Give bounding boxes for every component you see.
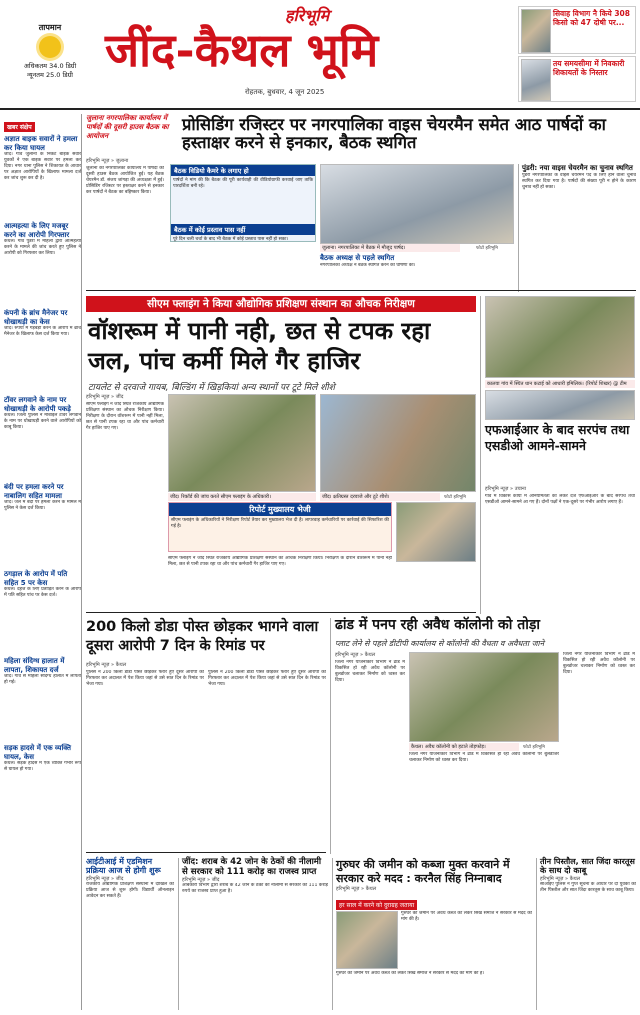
- pistol-story: [536, 858, 636, 1010]
- gurudwara-story: [332, 858, 532, 1010]
- teaser-1: [518, 6, 636, 54]
- iti-headline: आईटीआई में एडमिशन प्रक्रिया आज से होगी शुरू: [86, 857, 161, 875]
- top-photo-caption: जुलाना। नगरपालिका में बैठक में मौजूद पार्षद।: [320, 244, 460, 252]
- liquor-story: [178, 858, 328, 1010]
- main-body-cont: सीएम फ्लाइंग ने जींद स्थित राजकीय औद्योगिक प्रशिक्षण संस्थान का औचक निरीक्षण किया। निरीक्षण के दौरान वॉशरूम में पानी नहीं मिला, छत से पानी टपक रहा था और पांच कर्मचारी गैर हाजिर पाए गए।: [168, 556, 392, 567]
- gurudwara-photo: [336, 911, 398, 969]
- top-box2-title: बैठक में कोई प्रस्ताव पास नहीं: [171, 224, 315, 235]
- dhand-body-3: जिला नगर योजनाकार विभाग ने ढांड में विकसित हो रही अवैध कॉलोनी पर बुलडोजर चलाकर निर्माण को ध्वस्त कर दिया।: [563, 652, 635, 675]
- side-story: [518, 164, 636, 292]
- liquor-body: आबकारी विभाग द्वारा शराब के 42 जोन के ठेकों की नीलामी से सरकार को 111 करोड़ रुपये का राजस्व प्राप्त हुआ है।: [182, 883, 328, 895]
- main-story: [86, 296, 476, 614]
- top-sub-body: नगरपालिका अध्यक्ष ने बैठक स्थगित करने की घोषणा की।: [320, 263, 416, 268]
- doda-body-2: पुलिस ने 200 किलो डोडा पोस्त छोड़कर फरार हुए दूसरे आरोपी को गिरफ्तार कर अदालत में पेश किया जहां से उसे सात दिन के रिमांड पर भेजा गया।: [208, 670, 326, 687]
- sidebar-item-title: महिला संदिग्ध हालात में लापता, शिकायत दर्ज: [4, 657, 65, 674]
- top-box-body: पार्षदों ने मांग की कि बैठक की पूरी कार्यवाही की वीडियोग्राफी करवाई जाए ताकि पारदर्शिता बनी रहे।: [173, 178, 313, 189]
- sidebar-item: [4, 657, 81, 740]
- top-substory: [320, 254, 514, 290]
- liquor-byline: हरिभूमि न्यूज़ » जींद: [182, 877, 220, 884]
- iti-body: राजकीय औद्योगिक प्रशिक्षण संस्थानों में दाखिले की प्रक्रिया आज से शुरू होगी। विद्यार्थी ऑनलाइन आवेदन कर सकते हैं।: [86, 881, 174, 899]
- teaser-2-text: तय समयसीमा में निवकारी शिकायतों के निस्तार: [553, 59, 625, 77]
- top-rule: [86, 290, 636, 291]
- sun-icon: [39, 36, 61, 58]
- main-headline: वॉशरूम में पानी नही, छत से टपक रहा जल, पांच कर्मी मिले गैर हाजिर: [88, 317, 431, 375]
- sidebar-item: [4, 396, 81, 479]
- doda-byline: हरिभूमि न्यूज़ » कैथल: [86, 662, 127, 668]
- right-photo-caption: कालवा गांव में स्थित धान कटाई को आधारी इमिलिक। (रिपोर्ट शिखर) @ टीम: [485, 380, 635, 388]
- top-byline: हरिभूमि न्यूज़ » जुलाना: [86, 158, 129, 164]
- sidebar-item: [4, 309, 81, 392]
- main-photo-2-caption: जींद। क्षतिग्रस्त दरवाजे और टूटे शीशे।: [320, 493, 440, 501]
- sidebar-item-title: कंपनी के ब्रांच मैनेजर पर धोखाधड़ी का केस: [4, 309, 68, 326]
- weather-box: [6, 22, 94, 92]
- gurudwara-headline: गुरुघर की जमीन को कब्जा मुक्त करवाने में सरकार करे मदद : करनैल सिंह निम्नाबाद: [336, 858, 510, 885]
- gurudwara-body-2: गुरुघर की जमीन पर अवैध कब्जे को लेकर सिख समाज ने सरकार से मदद की मांग की है।: [336, 971, 485, 976]
- doda-body: पुलिस ने 200 किलो डोडा पोस्त छोड़कर फरार हुए दूसरे आरोपी को गिरफ्तार कर अदालत में पेश किया जहां से उसे सात दिन के रिमांड पर भेजा गया।: [86, 670, 204, 687]
- dateline: रोहतक, बुधवार, 4 जून 2025: [245, 88, 325, 96]
- sidebar-item: [4, 744, 81, 827]
- sidebar-item-body: कैथल। गांव पुंडरी में महिला द्वारा आत्महत्या करने के मामले की जांच करते हुए पुलिस ने आरोपी को गिरफ्तार कर लिया।: [4, 239, 81, 256]
- main-photo-3: [396, 502, 476, 562]
- fir-byline: हरिभूमि न्यूज़ » उचाना: [485, 486, 526, 492]
- main-body: सीएम फ्लाइंग ने जींद स्थित राजकीय औद्योगिक प्रशिक्षण संस्थान का औचक निरीक्षण किया। निरीक्षण के दौरान वॉशरूम में पानी नहीं मिला, छत से पानी टपक रहा था और पांच कर्मचारी गैर हाजिर पाए गए।: [86, 402, 164, 431]
- brand-name: हरिभूमि: [285, 6, 330, 25]
- report-box-body: सीएम फ्लाइंग के अधिकारियों ने निरीक्षण रिपोर्ट तैयार कर मुख्यालय भेज दी है। लापरवाह कर्मचारियों पर कार्रवाई की सिफारिश की गई है।: [171, 518, 389, 529]
- report-box: [168, 502, 392, 552]
- top-kicker: जुलाना नगरपालिका कार्यालय में पार्षदों की दूसरी हाउस बैठक का आयोजन: [86, 114, 169, 140]
- temp-max: अधिकतम 34.0 डिग्री: [23, 62, 77, 70]
- sidebar-item-body: कैथल। सड़क हादसे में एक व्यक्ति गंभीर रूप से घायल हो गया।: [4, 761, 81, 772]
- doda-rule: [86, 852, 326, 853]
- top-sub-head: बैठक अध्यक्ष से पहले स्थगित: [320, 254, 395, 262]
- sidebar-item: [4, 135, 81, 218]
- sidebar-item: [4, 570, 81, 653]
- pistol-body: सीआईए पुलिस ने गुप्त सूचना के आधार पर दो युवकों को तीन पिस्तौल और सात जिंदा कारतूस के साथ काबू किया।: [540, 881, 636, 893]
- sidebar-item-body: कैथल। दहेज के लिए प्रताड़ित करने के आरोप में पति सहित पांच पर केस दर्ज।: [4, 587, 81, 598]
- dhand-body-2: जिला नगर योजनाकार विभाग ने ढांड में विकसित हो रही अवैध कॉलोनी पर बुलडोजर चलाकर निर्माण को ध्वस्त कर दिया।: [409, 752, 559, 763]
- fir-body: गांव में विकास कार्यों में अनियमितता को लेकर दर्ज एफआईआर के बाद सरपंच तथा एसडीओ आमने-सामने आ गए हैं। दोनों पक्षों ने एक-दूसरे पर गंभीर आरोप लगाए हैं।: [485, 494, 635, 505]
- side-story-headline: पुंडरी: नया वाइस चेयरमैन का चुनाव स्थगित: [522, 164, 633, 172]
- top-headline: प्रोसिडिंग रजिस्टर पर नगरपालिका वाइस चेयरमैन समेत आठ पार्षदों का हस्ताक्षर करने से इनकार, बैठक स्थगित: [182, 115, 606, 153]
- teaser-2-photo: [521, 59, 551, 101]
- sidebar-item-body: जींद। गांव से महिला संदिग्ध हालात में लापता हो गई।: [4, 674, 81, 685]
- gurudwara-body: गुरुघर की जमीन पर अवैध कब्जे को लेकर सिख समाज ने सरकार से मदद की मांग की है।: [401, 911, 532, 922]
- sidebar-item-title: आत्महत्या के लिए मजबूर करने का आरोपी गिरफ्तार: [4, 222, 70, 239]
- dhand-subhead: प्लाट लेने से पहले डीटीपी कार्यालय से कॉलोनी की वैधता व अवैधता जाने: [335, 639, 545, 648]
- main-photo-1-caption: जींद। रिकॉर्ड की जांच करते सीएम फ्लाइंग के अधिकारी।: [168, 493, 316, 501]
- top-photo-credit: फोटो हरिभूमि: [476, 246, 498, 251]
- dhand-byline: हरिभूमि न्यूज़ » कैथल: [335, 652, 376, 658]
- dhand-story: [330, 618, 636, 854]
- gurudwara-row: [336, 911, 532, 969]
- sidebar-item-body: कैथल। जिला पुलिस ने मोबाइल टावर लगवाने के नाम पर धोखाधड़ी करने वाले आरोपियों को काबू किया।: [4, 413, 81, 430]
- sidebar-item-body: जींद। गांव जुलाना के निकट बाइक सवार युवकों ने एक बाइक सवार पर हमला कर दिया। नगर थाना पुलिस ने शिकायत के आधार पर अज्ञात आरोपियों के खिलाफ मामला दर्ज कर जांच शुरू कर दी है।: [4, 152, 81, 181]
- main-photo-credit: फोटो हरिभूमि: [444, 495, 466, 500]
- main-subhead: टायलेट से दरवाजे गायब, बिल्डिंग में खिड़कियां अन्य स्थानों पर टूटे मिले शीशे: [88, 383, 335, 393]
- sidebar-item-body: जींद। जेल में बंदी पर हमला करने के मामले में पुलिस ने केस दर्ज किया।: [4, 500, 81, 511]
- sidebar-header: खबर संक्षेप: [4, 122, 35, 132]
- dhand-photo: [409, 652, 559, 742]
- masthead-rule: [0, 108, 640, 110]
- sidebar-item-title: ठगड़ाल के आरोप में पति सहित 5 पर केस: [4, 570, 68, 587]
- sidebar-list: [4, 135, 81, 827]
- sidebar-item-title: बंदी पर हमला करने पर नाबालिग सहित मामला: [4, 483, 64, 500]
- teaser-1-text: सिवाह विभाग नै किये 308 किसो को 47 दोषी पर...: [553, 9, 630, 27]
- sidebar-item: [4, 483, 81, 566]
- liquor-headline: जींद: शराब के 42 जोन के ठेकों की नीलामी से सरकार को 111 करोड़ का राजस्व प्राप्त: [182, 857, 322, 877]
- iti-byline: हरिभूमि न्यूज़ » जींद: [86, 875, 124, 882]
- main-byline: हरिभूमि न्यूज़ » जींद: [86, 394, 124, 400]
- dhand-body: जिला नगर योजनाकार विभाग ने ढांड में विकसित हो रही अवैध कॉलोनी पर बुलडोजर चलाकर निर्माण को ध्वस्त कर दिया।: [335, 660, 405, 683]
- main-photo-1: [168, 394, 316, 492]
- dhand-photo-credit: फोटो हरिभूमि: [523, 745, 545, 750]
- right-photo: [485, 296, 635, 378]
- teaser-1-photo: [521, 9, 551, 53]
- top-box: [170, 164, 316, 242]
- report-box-title: रिपोर्ट मुख्यालय भेजी: [169, 503, 391, 516]
- iti-story: [86, 858, 174, 1010]
- sidebar-item-body: जींद। रुपयों में गड़बड़ी करने के आरोप में ब्रांच मैनेजर के खिलाफ केस दर्ज किया गया।: [4, 326, 81, 337]
- dhand-photo-caption: कैथल। अवैध कॉलोनी को हटाते तोड़फोड़।: [409, 743, 519, 751]
- top-photo: [320, 164, 514, 244]
- top-box2-body: पूरे दिन चली चर्चा के बाद भी बैठक में कोई प्रस्ताव पास नहीं हो सका।: [173, 237, 289, 242]
- main-rule: [86, 612, 476, 613]
- weather-label: तापमान: [38, 23, 62, 32]
- sidebar: [4, 114, 82, 1010]
- masthead: [0, 0, 640, 110]
- main-kicker: सीएम फ्लाइंग ने किया औद्योगिक प्रशिक्षण संस्थान का औचक निरीक्षण: [86, 296, 476, 312]
- doda-story: [86, 618, 326, 854]
- sidebar-item-title: सड़क हादसे में एक व्यक्ति घायल, केस: [4, 744, 72, 761]
- right-photo-2: [485, 390, 635, 420]
- fir-headline: एफआईआर के बाद सरपंच तथा एसडीओ आमने-सामने: [485, 422, 630, 453]
- gurudwara-tag: हर साल में करने को दुराग्रह जताया: [336, 900, 417, 910]
- sidebar-item: [4, 222, 81, 305]
- pistol-byline: हरिभूमि न्यूज़ » कैथल: [540, 875, 581, 882]
- sidebar-item-title: टॉवर लगवाने के नाम पर धोखाधड़ी के आरोपी पकड़े: [4, 396, 71, 413]
- side-story-body: पुंडरी नगरपालिका के वाइस चेयरमैन पद के लिए होने वाला चुनाव स्थगित कर दिया गया है। पार्षदों की संख्या पूरी न होने के कारण चुनाव नहीं हो सका।: [522, 173, 636, 190]
- gurudwara-byline: हरिभूमि न्यूज़ » कैथल: [336, 886, 377, 892]
- top-story: [86, 114, 636, 292]
- page-title: जींद-कैथल भूमि: [105, 23, 379, 77]
- top-box-title: बैठक विडियो कैमरे के लगाए हो: [171, 165, 315, 176]
- temp-min: न्यूनतम 25.0 डिग्री: [26, 71, 73, 79]
- top-body: जुलाना की नगरपालिका कार्यालय में पार्षदों की दूसरी हाउस बैठक आयोजित हुई। यह बैठक चेयरमैन डॉ. संजय जांगड़ा की अध्यक्षता में हुई। प्रोसिडिंग रजिस्टर पर हस्ताक्षर करने से इनकार कर पार्षदों ने बैठक का बहिष्कार किया।: [86, 166, 164, 195]
- teaser-2: [518, 56, 636, 102]
- right-column: [480, 296, 636, 614]
- dhand-headline: ढांड में पनप रही अवैध कॉलोनी को तोड़ा: [335, 617, 541, 633]
- pistol-headline: तीन पिस्तौल, सात जिंदा कारतूस के साथ दो काबू: [540, 857, 635, 875]
- doda-headline: 200 किलो डोडा पोस्त छोड़कर भागने वाला दूसरा आरोपी 7 दिन के रिमांड पर: [86, 619, 319, 654]
- main-photo-2: [320, 394, 476, 492]
- sidebar-item-title: अज्ञात बाइक सवारों ने हमला कर किया घायल: [4, 135, 78, 152]
